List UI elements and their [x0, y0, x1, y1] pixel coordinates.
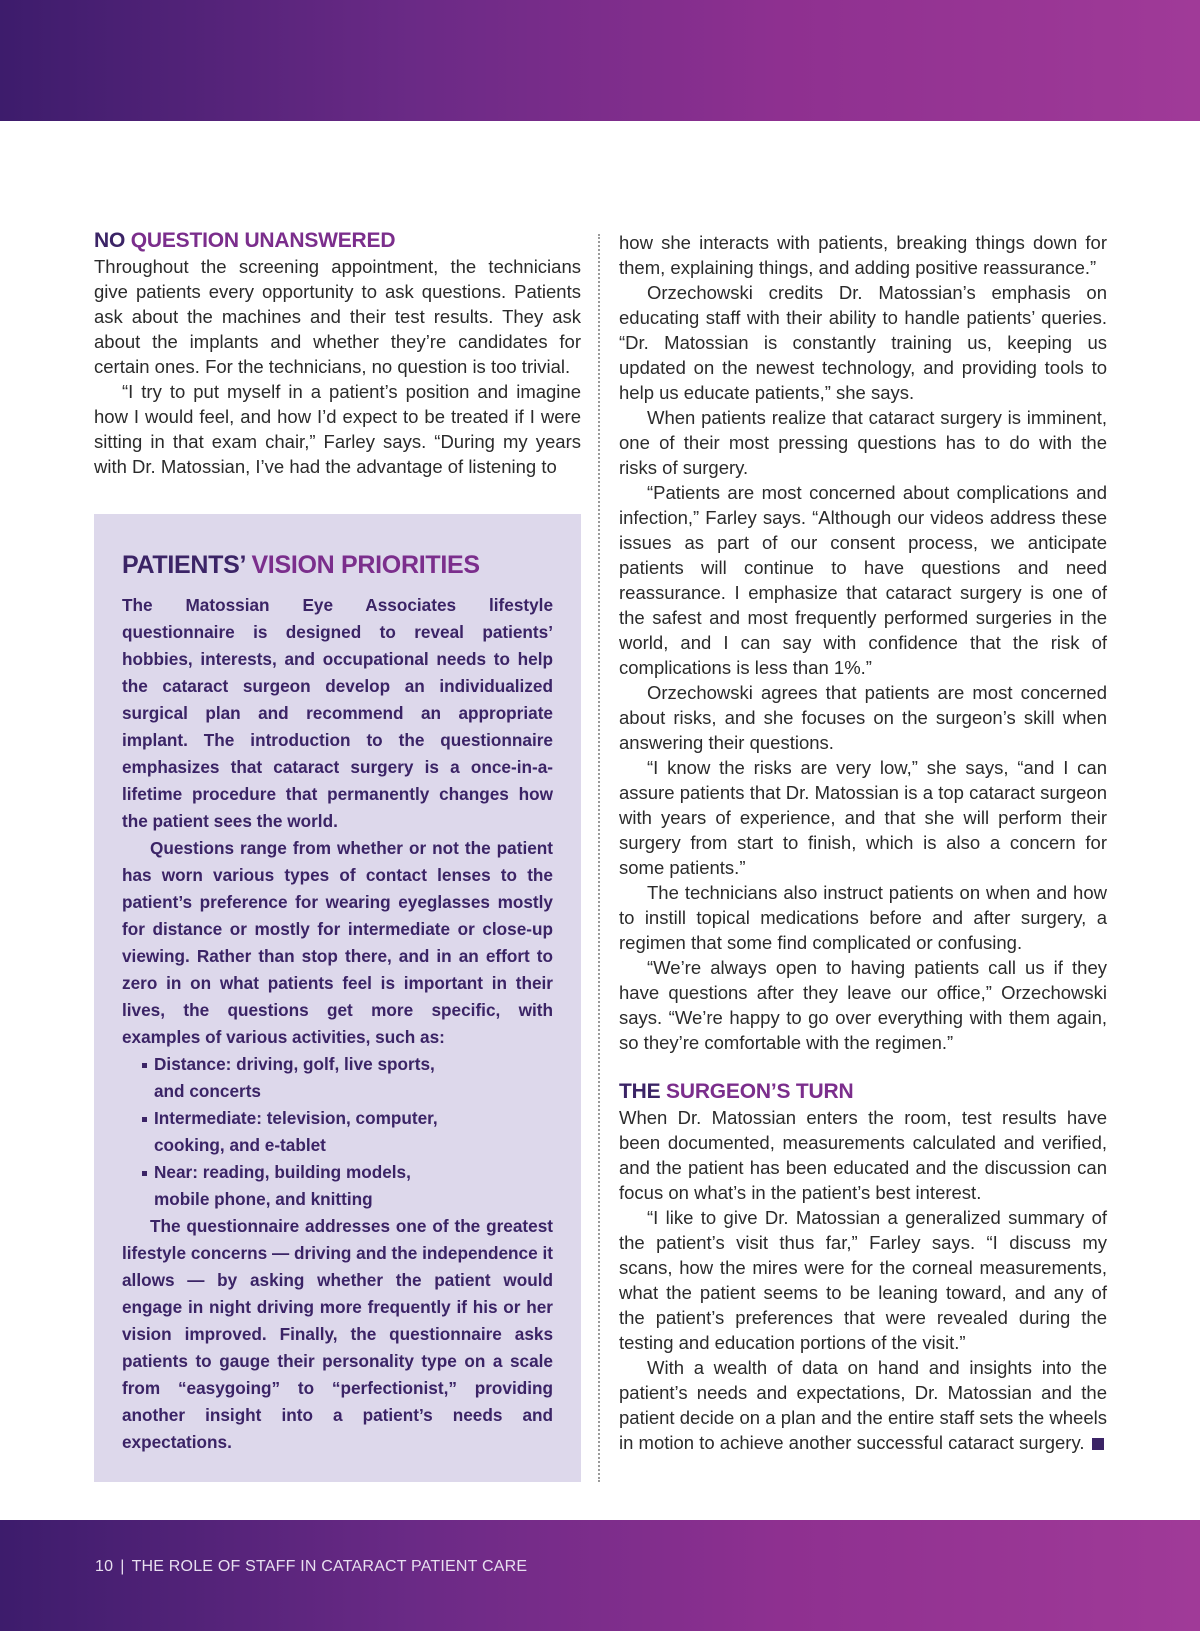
- body-paragraph: Orzechowski credits Dr. Matossian’s emphasis on educating staff with their ability to handle patients’ queries. “Dr. Matossian is constantly training us, keeping us updated on the newest technology, and providing tools to help us educate patients,” she says.: [619, 282, 1107, 403]
- left-column: [94, 228, 581, 479]
- body-paragraph: “I know the risks are very low,” she says, “and I can assure patients that Dr. Matossian is a top cataract surgeon with years of experience, and that she will perform their surgery from start to finish, which is also a concern for some patients.”: [619, 757, 1107, 878]
- sidebar-paragraph: The questionnaire addresses one of the greatest lifestyle concerns — driving and the independence it allows — by asking whether the patient would engage in night driving more frequently if his or her vision improved. Finally, the questionnaire asks patients to gauge their personality type on a scale from “easygoing” to “perfectionist,” providing another insight into a patient’s needs and expectations.: [122, 1216, 553, 1452]
- body-paragraph: “I try to put myself in a patient’s position and imagine how I would feel, and how I’d expect to be treated if I were sitting in that exam chair,” Farley says. “During my years with Dr. Matossian, I’ve had the advantage of listening to: [94, 381, 581, 477]
- sidebar-paragraph: The Matossian Eye Associates lifestyle questionnaire is designed to reveal patients’ hobbies, interests, and occupational needs to help the cataract surgeon develop an individualized surgical plan and recommend an appropriate implant. The introduction to the questionnaire emphasizes that cataract surgery is a once-in-a-lifetime procedure that permanently changes how the patient sees the world.: [122, 595, 553, 831]
- body-paragraph: Throughout the screening appointment, the technicians give patients every opportunity to ask questions. Patients ask about the machines and their test results. They ask about the implants and whether they’re candidates for certain ones. For the technicians, no question is too trivial.: [94, 256, 581, 377]
- body-paragraph: how she interacts with patients, breaking things down for them, explaining things, and adding positive reassurance.”: [619, 232, 1107, 278]
- section-gap: [619, 1055, 1107, 1079]
- list-item: Intermediate: television, computer, cooking, and e-tablet: [142, 1105, 442, 1159]
- page-number: 10: [95, 1558, 114, 1575]
- right-column: [619, 230, 1107, 1455]
- body-paragraph: With a wealth of data on hand and insights into the patient’s needs and expectations, Dr. Matossian and the patient decide on a plan and the entire staff sets the wheels in motion to achieve another successful cataract surgery.: [619, 1357, 1107, 1453]
- sidebar-box-vision-priorities: [94, 514, 581, 1482]
- sidebar-paragraph: Questions range from whether or not the patient has worn various types of contact lenses to the patient’s preference for wearing eyeglasses mostly for distance or mostly for intermediate or close-up viewing. Rather than stop there, and in an effort to zero in on what patients feel is important in their lives, the questions get more specific, with examples of various activities, such as:: [122, 838, 553, 1047]
- list-item: Distance: driving, golf, live sports, and concerts: [142, 1051, 442, 1105]
- body-paragraph: “We’re always open to having patients call us if they have questions after they leave our office,” Orzechowski says. “We’re happy to go over everything with them again, so they’re comfortable with the regimen.”: [619, 957, 1107, 1053]
- column-divider: [598, 234, 600, 1482]
- activity-list: [142, 1051, 553, 1213]
- body-paragraph: “I like to give Dr. Matossian a generalized summary of the patient’s visit thus far,” Farley says. “I discuss my scans, how the mires were for the corneal measurements, what the patient seems to be leaning toward, and any of the patient’s preferences that were revealed during the testing and education portions of the visit.”: [619, 1207, 1107, 1353]
- page-footer: [95, 1558, 527, 1576]
- footer-separator: |: [120, 1558, 125, 1575]
- body-paragraph: When Dr. Matossian enters the room, test results have been documented, measurements calculated and verified, and the patient has been educated and the discussion can focus on what’s in the patient’s best interest.: [619, 1107, 1107, 1203]
- list-item: Near: reading, building models, mobile phone, and knitting: [142, 1159, 442, 1213]
- sidebar-title: PATIENTS’ VISION PRIORITIES: [122, 551, 480, 579]
- end-of-article-square-icon: [1092, 1438, 1104, 1450]
- section-heading-no-question-unanswered: NO QUESTION UNANSWERED: [94, 229, 396, 252]
- header-band: [0, 0, 1200, 121]
- section-heading-surgeons-turn: THE SURGEON’S TURN: [619, 1080, 854, 1103]
- body-paragraph: The technicians also instruct patients on when and how to instill topical medications before and after surgery, a regimen that some find complicated or confusing.: [619, 882, 1107, 953]
- body-paragraph: When patients realize that cataract surgery is imminent, one of their most pressing questions has to do with the risks of surgery.: [619, 407, 1107, 478]
- body-paragraph: “Patients are most concerned about complications and infection,” Farley says. “Although our videos address these issues as part of our consent process, we anticipate patients will continue to have questions and need reassurance. I emphasize that cataract surgery is one of the safest and most frequently performed surgeries in the world, and I can say with confidence that the risk of complications is less than 1%.”: [619, 482, 1107, 678]
- body-paragraph: Orzechowski agrees that patients are most concerned about risks, and she focuses on the surgeon’s skill when answering their questions.: [619, 682, 1107, 753]
- running-title: THE ROLE OF STAFF IN CATARACT PATIENT CARE: [131, 1558, 528, 1575]
